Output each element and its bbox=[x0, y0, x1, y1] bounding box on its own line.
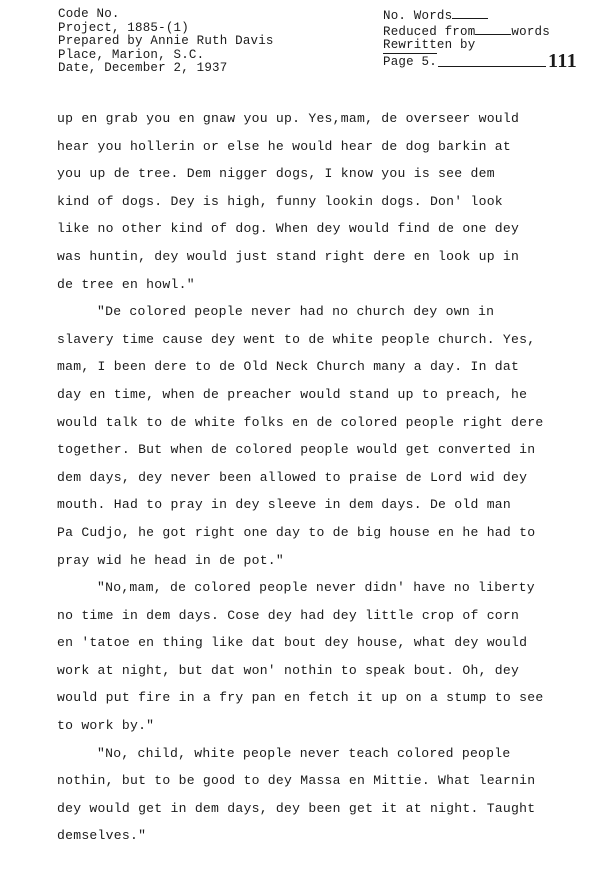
prepared-by-line: Prepared by Annie Ruth Davis bbox=[58, 34, 274, 48]
date-line: Date, December 2, 1937 bbox=[58, 61, 228, 75]
code-no-line: Code No. bbox=[58, 7, 120, 21]
reduced-from-blank bbox=[475, 24, 511, 35]
text-line: to work by." bbox=[57, 718, 155, 734]
text-line: kind of dogs. Dey is high, funny lookin dogs. Don' look bbox=[57, 193, 503, 209]
text-line: up en grab you en gnaw you up. Yes,mam, de overseer would bbox=[57, 111, 520, 126]
text-line: dem days, dey never been allowed to praise de Lord wid dey bbox=[57, 469, 528, 485]
rewritten-by-line bbox=[383, 39, 550, 53]
text-line: together. But when de colored people would get converted in bbox=[57, 442, 536, 458]
text-line: dey would get in dem days, dey been get it at night. Taught bbox=[57, 800, 536, 816]
text-line: pray wid he head in de pot." bbox=[57, 552, 285, 568]
text-line: like no other kind of dog. When dey would find de one dey bbox=[57, 221, 520, 237]
header-word-count-block bbox=[383, 8, 550, 69]
text-line: mouth. Had to pray in dey sleeve in dem days. De old man bbox=[57, 497, 512, 513]
text-line: you up de tree. Dem nigger dogs, I know you is see dem bbox=[57, 166, 495, 182]
page-number-rule bbox=[438, 66, 546, 67]
text-line: "De colored people never had no church dey own in bbox=[97, 304, 495, 320]
text-line: "No,mam, de colored people never didn' have no liberty bbox=[97, 580, 535, 596]
text-line: would talk to de white folks en de colored people right dere bbox=[57, 414, 544, 430]
reduced-from-line bbox=[383, 24, 550, 40]
place-line: Place, Marion, S.C. bbox=[58, 47, 205, 62]
no-words-label: No. Words bbox=[383, 9, 453, 23]
text-line: work at night, but dat won' nothin to speak bout. Oh, dey bbox=[57, 662, 520, 678]
text-line: en 'tatoe en thing like dat bout dey house, what dey would bbox=[57, 635, 528, 651]
transcript-body bbox=[57, 105, 557, 850]
text-line: demselves." bbox=[57, 828, 147, 844]
text-line: mam, I been dere to de Old Neck Church many a day. In dat bbox=[57, 359, 520, 375]
project-line: Project, 1885-(1) bbox=[58, 20, 189, 35]
reduced-from-label: Reduced from bbox=[383, 24, 476, 39]
text-line: was huntin, dey would just stand right dere en look up in bbox=[57, 248, 520, 264]
page-label: Page 5. bbox=[383, 54, 437, 69]
text-line: de tree en howl." bbox=[57, 276, 195, 292]
no-words-blank bbox=[452, 8, 488, 19]
text-line: slavery time cause dey went to de white people church. Yes, bbox=[57, 331, 536, 347]
rewritten-by-label: Rewritten by bbox=[383, 38, 476, 52]
text-line: Pa Cudjo, he got right one day to de big house en he had to bbox=[57, 524, 536, 540]
text-line: no time in dem days. Cose dey had dey little crop of corn bbox=[57, 607, 520, 623]
reduced-words-suffix: words bbox=[511, 24, 550, 39]
text-line: nothin, but to be good to dey Massa en Mittie. What learnin bbox=[57, 773, 536, 789]
text-line: hear you hollerin or else he would hear de dog barkin at bbox=[57, 138, 512, 154]
text-line: "No, child, white people never teach colored people bbox=[97, 745, 511, 761]
header-info-block bbox=[58, 8, 274, 76]
page-number: 111 bbox=[548, 50, 578, 72]
no-words-line bbox=[383, 8, 550, 24]
text-line: would put fire in a fry pan en fetch it up on a stump to see bbox=[57, 690, 544, 706]
text-line: day en time, when de preacher would stand up to preach, he bbox=[57, 386, 528, 402]
